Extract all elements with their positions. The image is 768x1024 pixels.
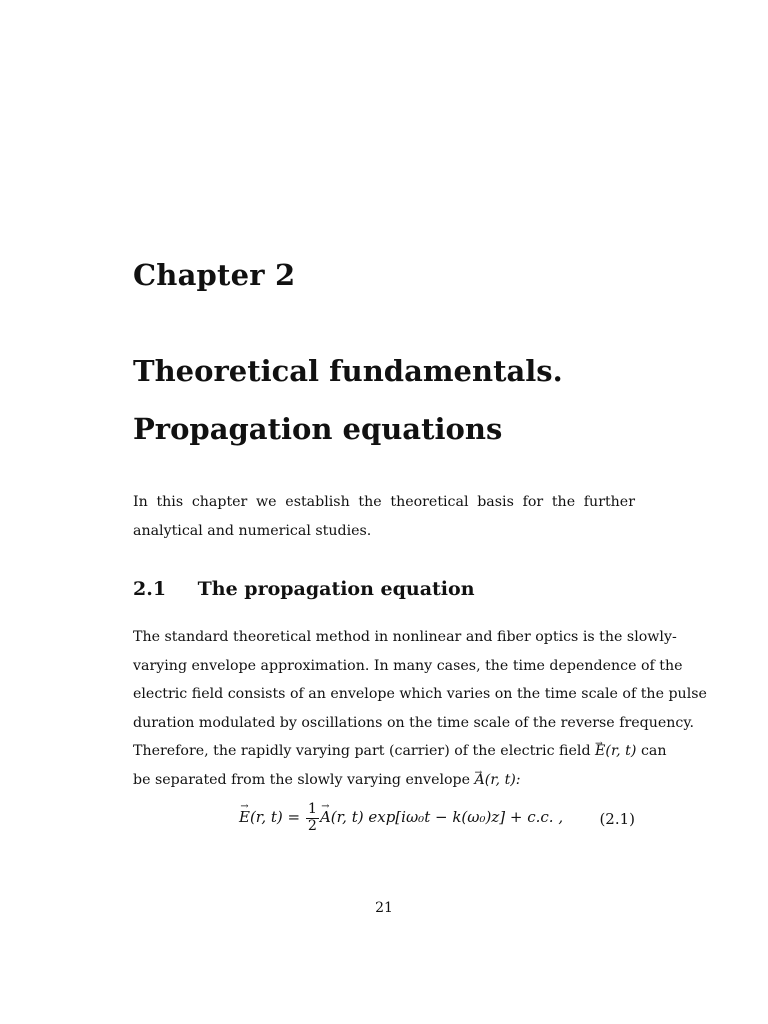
- body-line-3: electric field consists of an envelope which varies on the time scale of the pulse: [133, 686, 707, 703]
- chapter-label: Chapter 2: [133, 258, 296, 292]
- fraction-numerator: 1: [307, 801, 317, 817]
- inline-field-e: → E(r, t): [595, 737, 636, 766]
- chapter-title-line-2: Propagation equations: [133, 412, 503, 446]
- body-line-5-end: can: [640, 743, 667, 760]
- section-heading: [133, 578, 475, 600]
- body-line-5-text: Therefore, the rapidly varying part (carrier) of the electric field: [133, 743, 591, 760]
- section-title: The propagation equation: [197, 578, 475, 600]
- equation-rhs-a: → A: [320, 808, 331, 826]
- chapter-title: [133, 342, 653, 458]
- body-line-5: [133, 737, 667, 766]
- body-line-6-text: be separated from the slowly varying envelope: [133, 771, 471, 788]
- page-number: 21: [375, 900, 393, 916]
- equation-2-1: [133, 800, 635, 844]
- chapter-title-line-1: Theoretical fundamentals.: [133, 354, 563, 388]
- fraction-denominator: 2: [307, 817, 317, 834]
- intro-paragraph: In this chapter we establish the theoretical basis for the further analytical and numerical studies.: [133, 494, 635, 539]
- equation-lhs-e: → E: [239, 808, 250, 826]
- equation-rhs-rest: (r, t) exp[iω₀t − k(ω₀)z] + c.c. ,: [330, 808, 564, 827]
- equation-number: (2.1): [599, 810, 635, 828]
- body-line-2: varying envelope approximation. In many cases, the time dependence of the: [133, 657, 683, 674]
- body-line-6: [133, 766, 635, 795]
- equation-body: [239, 802, 563, 834]
- section-number: 2.1: [133, 578, 167, 600]
- equation-lhs-args: (r, t) =: [249, 808, 301, 827]
- body-line-4: duration modulated by oscillations on the time scale of the reverse frequency.: [133, 714, 694, 731]
- body-paragraph: [133, 623, 707, 795]
- inline-field-a: → A(r, t):: [475, 766, 521, 795]
- body-line-1: The standard theoretical method in nonlinear and fiber optics is the slowly-: [133, 629, 677, 645]
- equation-fraction: [306, 802, 319, 834]
